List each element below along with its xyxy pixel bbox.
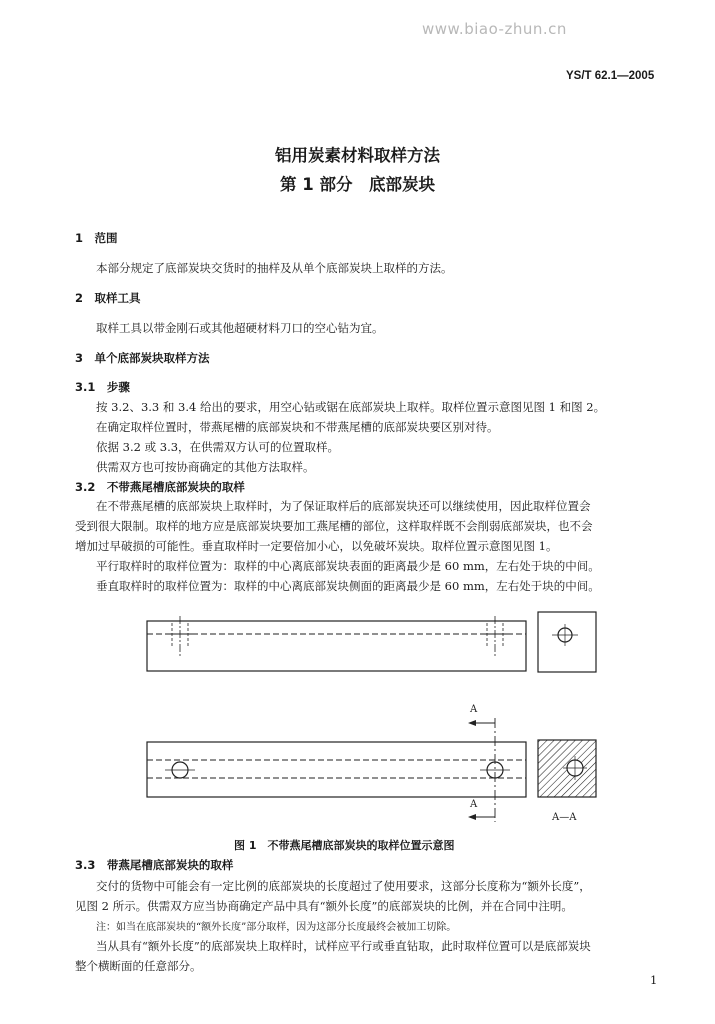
section-3-2-line: 受到很大限制。取样的地方应是底部炭块要加工燕尾槽的部位，这样取样既不会削弱底部炭块，也不会 [75, 519, 593, 533]
section-label-a-top: A [470, 704, 478, 715]
page-number: 1 [650, 973, 658, 987]
section-3-3-line: 当从具有“额外长度”的底部炭块上取样时，试样应平行或垂直钻取，此时取样位置可以是底部炭块 [96, 939, 591, 953]
section-3-3-note: 注：如当在底部炭块的“额外长度”部分取样，因为这部分长度最终会被加工切除。 [96, 922, 457, 933]
section-3-2-line: 平行取样时的取样位置为：取样的中心离底部炭块表面的距离最少是 60 mm，左右处于块的中间。 [96, 559, 600, 573]
watermark: www.biao-zhun.cn [422, 20, 567, 38]
section-view-label: A—A [552, 812, 577, 823]
section-3-3-line: 整个横断面的任意部分。 [75, 959, 202, 973]
section-3-2-line: 增加过早破损的可能性。垂直取样时一定要倍加小心，以免破坏炭块。取样位置示意图见图 1。 [75, 539, 558, 553]
figure-1-caption: 图 1 不带燕尾槽底部炭块的取样位置示意图 [234, 839, 455, 852]
standard-number: YS/T 62.1—2005 [566, 70, 655, 82]
section-3-2-line: 在不带燕尾槽的底部炭块上取样时，为了保证取样后的底部炭块还可以继续使用，因此取样位置会 [96, 499, 591, 513]
section-3-3-line: 见图 2 所示。供需双方应当协商确定产品中具有“额外长度”的底部炭块的比例，并在合同中注明。 [75, 899, 573, 913]
section-3-2-line: 垂直取样时的取样位置为：取样的中心离底部炭块侧面的距离最少是 60 mm，左右处于块的中间。 [96, 579, 600, 593]
block-plan-view [147, 742, 526, 797]
section-arrowhead [468, 720, 476, 726]
section-1-heading: 1 范围 [75, 231, 118, 245]
section-3-3-line: 交付的货物中可能会有一定比例的底部炭块的长度超过了使用要求，这部分长度称为“额外长度”， [96, 879, 591, 893]
section-2-heading: 2 取样工具 [75, 291, 141, 305]
section-3-1-line: 依据 3.2 或 3.3，在供需双方认可的位置取样。 [96, 440, 340, 454]
section-3-1-line: 在确定取样位置时，带燕尾槽的底部炭块和不带燕尾槽的底部炭块要区别对待。 [96, 420, 499, 434]
section-3-1-line: 按 3.2、3.3 和 3.4 给出的要求，用空心钻或锯在底部炭块上取样。取样位置示意图见图 1 和图 2。 [96, 400, 606, 414]
block-side-view [147, 621, 526, 671]
document-title: 铝用炭素材料取样方法 [275, 146, 440, 165]
section-arrowhead [468, 814, 476, 820]
section-label-a-bottom: A [470, 799, 478, 810]
section-3-3-heading: 3.3 带燕尾槽底部炭块的取样 [75, 858, 234, 872]
section-1-text: 本部分规定了底部炭块交货时的抽样及从单个底部炭块上取样的方法。 [96, 261, 453, 275]
section-3-heading: 3 单个底部炭块取样方法 [75, 351, 210, 365]
section-3-1-line: 供需双方也可按协商确定的其他方法取样。 [96, 460, 315, 474]
section-3-1-heading: 3.1 步骤 [75, 380, 130, 394]
document-subtitle: 第 1 部分 底部炭块 [280, 175, 435, 194]
section-3-2-heading: 3.2 不带燕尾槽底部炭块的取样 [75, 480, 245, 494]
section-2-text: 取样工具以带金刚石或其他超硬材料刀口的空心钻为宜。 [96, 321, 384, 335]
